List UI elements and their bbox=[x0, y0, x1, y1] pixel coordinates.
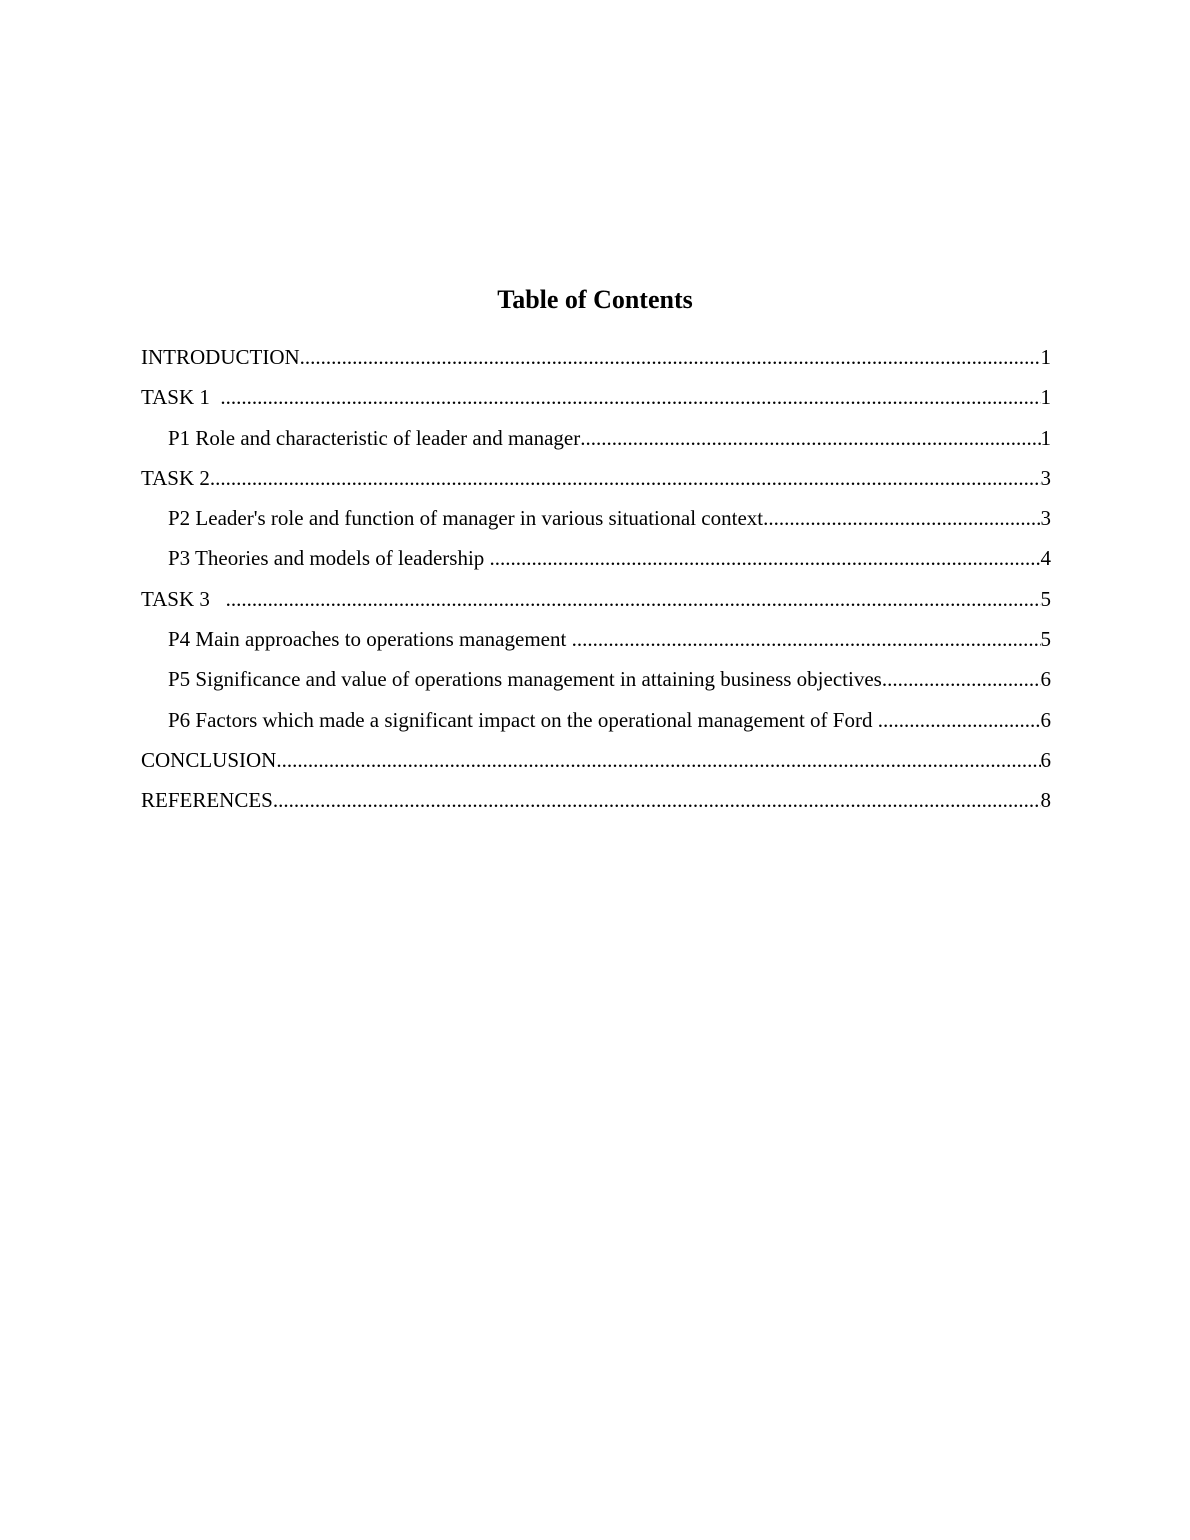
toc-page-number: 8 bbox=[1040, 788, 1051, 813]
toc-entry-task-2[interactable] bbox=[141, 461, 1051, 501]
toc-page-number: 6 bbox=[1040, 667, 1051, 692]
toc-entry-p4[interactable] bbox=[141, 622, 1051, 662]
toc-page-number: 1 bbox=[1040, 345, 1051, 369]
toc-page-number: 4 bbox=[1040, 546, 1051, 571]
toc-entry-conclusion[interactable] bbox=[141, 743, 1051, 783]
toc-entry-label: TASK 1 bbox=[141, 385, 221, 410]
toc-entry-p3[interactable] bbox=[141, 541, 1051, 581]
toc-page-number: 1 bbox=[1040, 425, 1051, 450]
toc-entry-task-1[interactable] bbox=[141, 380, 1051, 420]
toc-dot-leader bbox=[580, 421, 1040, 455]
toc-entry-p2[interactable] bbox=[141, 501, 1051, 541]
toc-entry-p5[interactable] bbox=[141, 662, 1051, 702]
toc-title: Table of Contents bbox=[497, 285, 693, 314]
toc-dot-leader bbox=[882, 662, 1041, 696]
toc-entry-label: P3 Theories and models of leadership bbox=[168, 546, 490, 571]
table-of-contents bbox=[141, 340, 1051, 824]
toc-dot-leader bbox=[273, 783, 1041, 817]
toc-dot-leader bbox=[300, 340, 1041, 374]
toc-entry-p6[interactable] bbox=[141, 703, 1051, 743]
toc-entry-label: INTRODUCTION bbox=[141, 345, 300, 369]
toc-entry-label: P4 Main approaches to operations management bbox=[168, 627, 572, 652]
toc-dot-leader bbox=[572, 622, 1041, 656]
toc-dot-leader bbox=[490, 541, 1041, 575]
toc-entry-label: P1 Role and characteristic of leader and manager bbox=[168, 425, 581, 450]
toc-entry-task-3[interactable] bbox=[141, 582, 1051, 622]
toc-page-number: 6 bbox=[1040, 747, 1051, 772]
toc-page-number: 3 bbox=[1040, 465, 1051, 490]
toc-page-number: 5 bbox=[1040, 627, 1051, 652]
toc-dot-leader bbox=[210, 461, 1041, 495]
toc-entry-introduction[interactable] bbox=[141, 340, 1051, 380]
toc-page-number: 5 bbox=[1040, 586, 1051, 611]
toc-page-number: 1 bbox=[1040, 385, 1051, 410]
toc-dot-leader bbox=[763, 501, 1040, 535]
toc-entry-label: P5 Significance and value of operations management in attaining business objectives bbox=[168, 667, 882, 692]
toc-entry-label: TASK 2 bbox=[141, 465, 210, 490]
toc-dot-leader bbox=[276, 743, 1040, 777]
toc-dot-leader bbox=[226, 582, 1041, 616]
toc-dot-leader bbox=[878, 703, 1041, 737]
toc-entry-references[interactable] bbox=[141, 783, 1051, 823]
toc-entry-label: P6 Factors which made a significant impact on the operational management of Ford bbox=[168, 707, 878, 732]
toc-entry-label: TASK 3 bbox=[141, 586, 226, 611]
toc-page-number: 3 bbox=[1040, 506, 1051, 531]
toc-entry-label: REFERENCES bbox=[141, 788, 273, 813]
toc-entry-p1[interactable] bbox=[141, 421, 1051, 461]
toc-dot-leader bbox=[220, 380, 1040, 414]
toc-entry-label: P2 Leader's role and function of manager in various situational context bbox=[168, 506, 764, 531]
toc-entry-label: CONCLUSION bbox=[141, 747, 277, 772]
toc-page-number: 6 bbox=[1040, 707, 1051, 732]
